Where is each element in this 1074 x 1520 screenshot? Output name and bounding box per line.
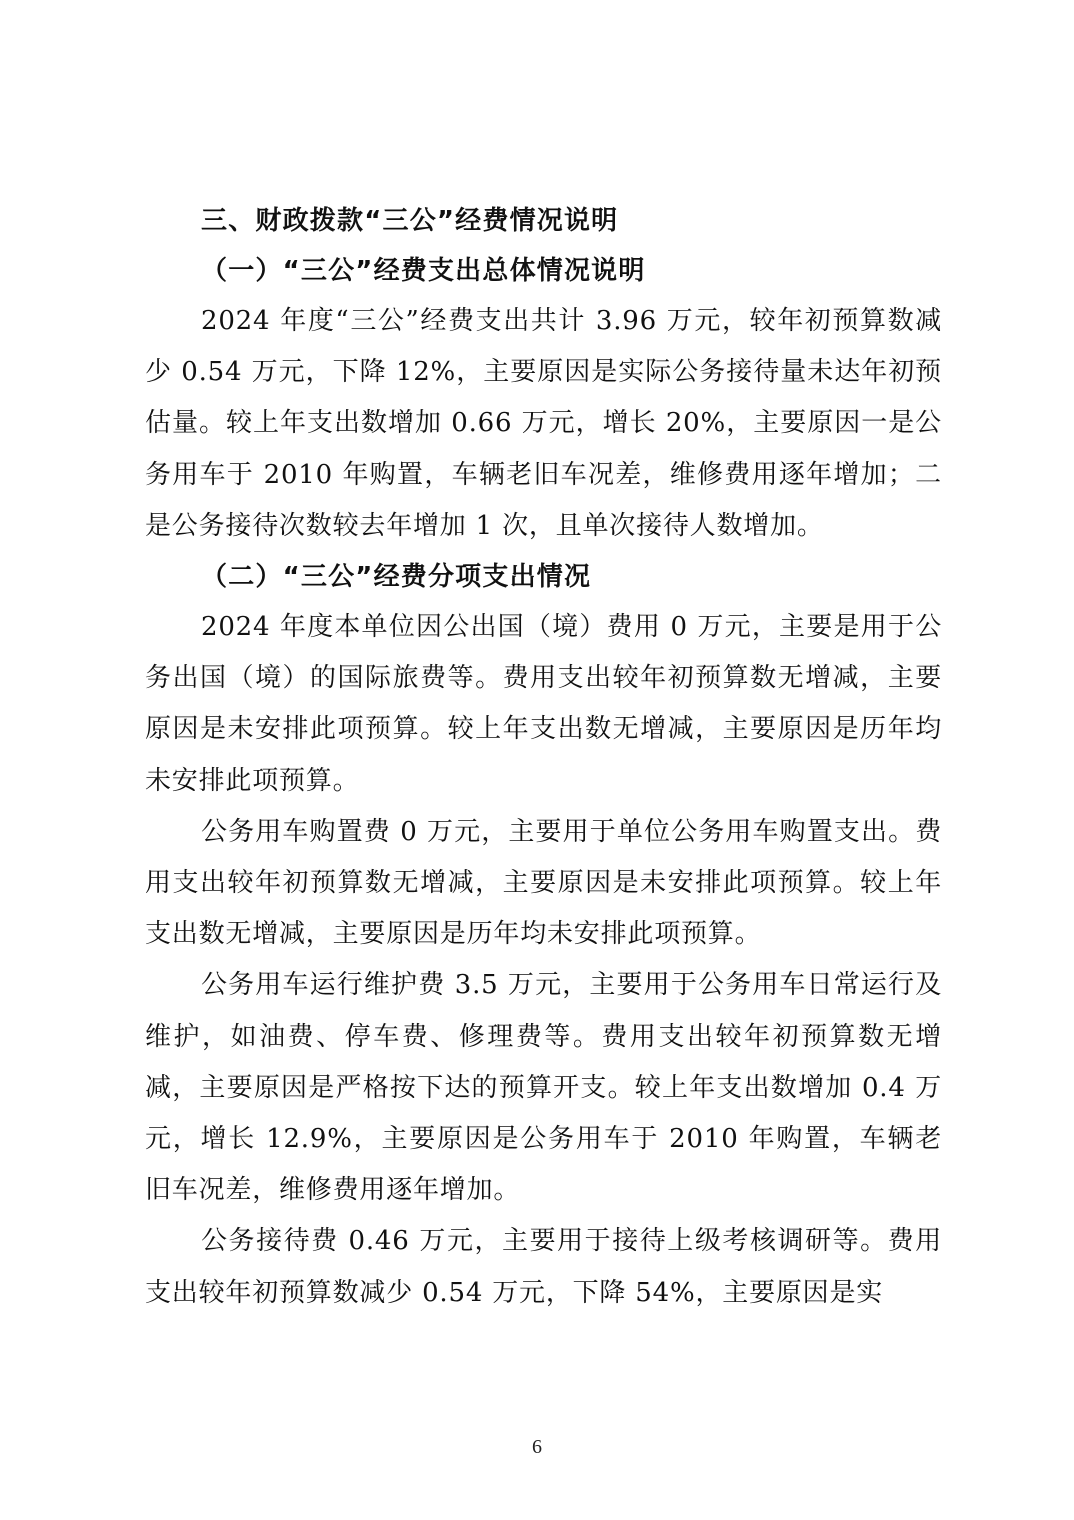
subsection-heading-overall: （一）“三公”经费支出总体情况说明 (201, 256, 646, 286)
page-number: 6 (532, 1436, 542, 1458)
section-heading: 三、财政拨款“三公”经费情况说明 (201, 206, 619, 236)
paragraph-vehicle-maintenance: 公务用车运行维护费 3.5 万元，主要用于公务用车日常运行及维护，如油费、停车费、修理费等。费用支出较年初预算数无增减，主要原因是严格按下达的预算开支。较上年支出数增加 0.4 万元，增长 12.9%，主要原因是公务用车于 2010 年购置，车辆老旧车况差，维修费用逐年增加。 (145, 970, 942, 1206)
subsection-heading-itemized: （二）“三公”经费分项支出情况 (201, 562, 592, 593)
paragraph-reception: 公务接待费 0.46 万元，主要用于接待上级考核调研等。费用支出较年初预算数减少 0.54 万元，下降 54%，主要原因是实 (145, 1226, 942, 1308)
paragraph-overseas-travel: 2024 年度本单位因公出国（境）费用 0 万元，主要是用于公务出国（境）的国际旅费等。费用支出较年初预算数无增减，主要原因是未安排此项预算。较上年支出数无增减，主要原因是历年均未安排此项预算。 (145, 612, 942, 796)
paragraph-overall-expenditure: 2024 年度“三公”经费支出共计 3.96 万元，较年初预算数减少 0.54 万元，下降 12%，主要原因是实际公务接待量未达年初预估量。较上年支出数增加 0.66 万元，增长 20%，主要原因一是公务用车于 2010 年购置，车辆老旧车况差，维修费用逐年增加；二是公务接待次数较去年增加 1 次，且单次接待人数增加。 (145, 306, 942, 541)
document-body (145, 196, 942, 1319)
paragraph-vehicle-purchase: 公务用车购置费 0 万元，主要用于单位公务用车购置支出。费用支出较年初预算数无增减，主要原因是未安排此项预算。较上年支出数无增减，主要原因是历年均未安排此项预算。 (145, 816, 942, 950)
